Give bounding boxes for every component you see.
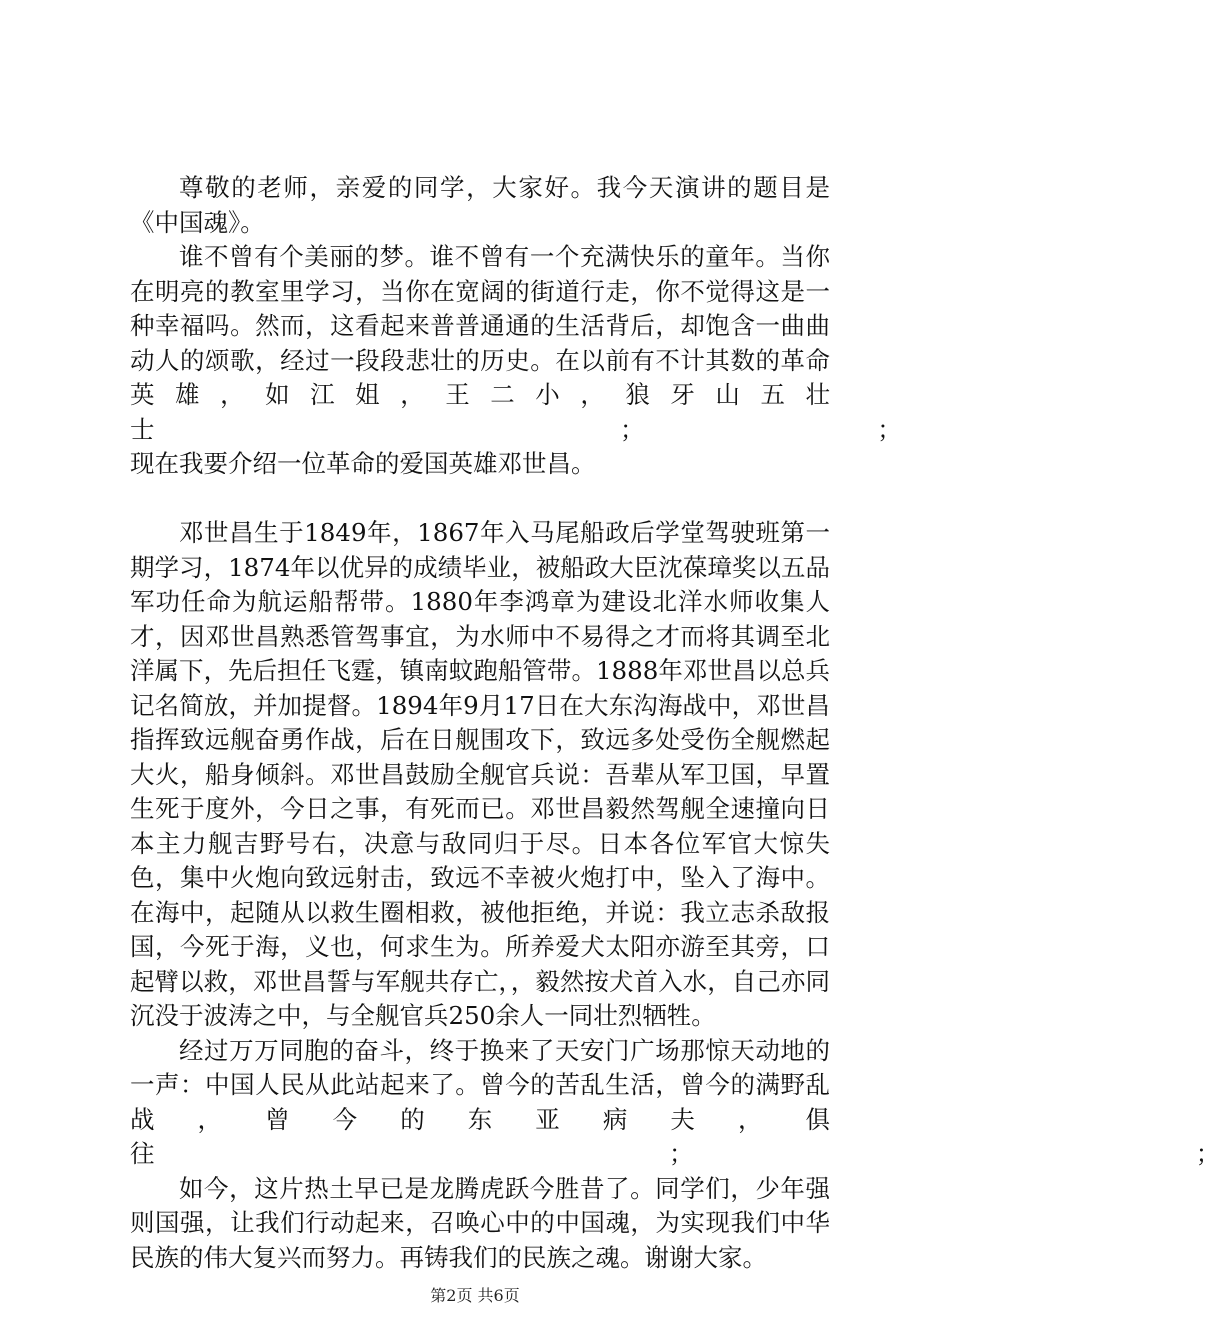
paragraph-dream: 谁不曾有个美丽的梦。谁不曾有一个充满快乐的童年。当你在明亮的教室里学习，当你在宽阔的街道行走，你不觉得这是一种幸福吗。然而，这看起来普普通通的生活背后，却饱含一曲曲动人的颂歌，经过一段段悲壮的历史。在以前有不计其数的革命英雄，如江姐，王二小，狼牙山五壮士 ； ；现在我要介绍一位革命的爱国英雄邓世昌。 — [130, 242, 902, 478]
paragraph-deng-shichang: 邓世昌生于1849年，1867年入马尾船政后学堂驾驶班第一期学习，1874年以优异的成绩毕业，被船政大臣沈葆璋奖以五品军功任命为航运船帮带。1880年李鸿章为建设北洋水师收集人才，因邓世昌熟悉管驾事宜，为水师中不易得之才而将其调至北洋属下，先后担任飞霆，镇南蚊跑船管带。1888年邓世昌以总兵记名简放，并加提督。1894年9月17日在大东沟海战中，邓世昌指挥致远舰奋勇作战，后在日舰围攻下，致远多处受伤全舰燃起大火，船身倾斜。邓世昌鼓励全舰官兵说：吾辈从军卫国，早置生死于度外，今日之事，有死而已。邓世昌毅然驾舰全速撞向日本主力舰吉野号右，决意与敌同归于尽。日本各位军官大惊失色，集中火炮向致远射击，致远不幸被火炮打中，坠入了海中。在海中，起随从以救生圈相救，被他拒绝，并说：我立志杀敌报国，今死于海，义也，何求生为。所养爱犬太阳亦游至其旁，口起臂以救，邓世昌誓与军舰共存亡，，毅然按犬首入水，自己亦同沉没于波涛之中，与全舰官兵250余人一同壮烈牺牲。 — [130, 518, 830, 1030]
document-body — [130, 171, 1220, 1275]
page-footer: 第2页 共6页 — [430, 1286, 520, 1305]
paragraph-closing: 如今，这片热土早已是龙腾虎跃今胜昔了。同学们，少年强则国强，让我们行动起来，召唤心中的中国魂，为实现我们中华民族的伟大复兴而努力。再铸我们的民族之魂。谢谢大家。 — [130, 1173, 830, 1272]
paragraph-spacer — [130, 482, 830, 517]
paragraph-struggle: 经过万万同胞的奋斗，终于换来了天安门广场那惊天动地的一声：中国人民从此站起来了。曾今的苦乱生活，曾今的满野乱战，曾今的东亚病夫，俱往 ； ； — [130, 1035, 1220, 1168]
paragraph-greeting: 尊敬的老师，亲爱的同学，大家好。我今天演讲的题目是《中国魂》。 — [130, 173, 830, 237]
